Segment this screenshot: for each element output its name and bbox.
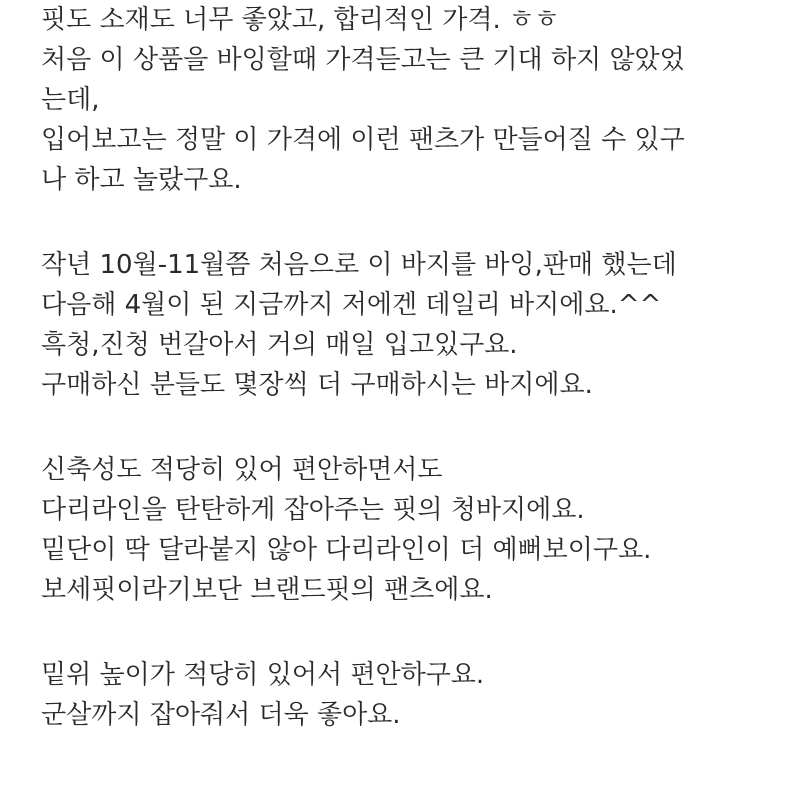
review-line-13: 다리라인을 탄탄하게 잡아주는 핏의 청바지에요.	[41, 495, 585, 525]
review-line-17: 밑위 높이가 적당히 있어서 편안하구요.	[41, 660, 485, 690]
review-line-3: 는데,	[41, 85, 100, 115]
paragraph-spacer	[41, 200, 781, 245]
review-line-14: 밑단이 딱 달라붙지 않아 다리라인이 더 예뻐보이구요.	[41, 535, 652, 565]
review-line-18: 군살까지 잡아줘서 더욱 좋아요.	[41, 700, 401, 730]
review-line-2: 처음 이 상품을 바잉할때 가격듣고는 큰 기대 하지 않았었	[41, 45, 685, 75]
review-text	[41, 0, 781, 735]
review-line-7: 작년 10월-11월쯤 처음으로 이 바지를 바잉,판매 했는데	[41, 250, 677, 280]
review-line-10: 구매하신 분들도 몇장씩 더 구매하시는 바지에요.	[41, 370, 593, 400]
paragraph-spacer	[41, 610, 781, 655]
review-line-9: 흑청,진청 번갈아서 거의 매일 입고있구요.	[41, 330, 518, 360]
review-line-8: 다음해 4월이 된 지금까지 저에겐 데일리 바지에요.^^	[41, 290, 662, 320]
review-line-1: 핏도 소재도 너무 좋았고, 합리적인 가격. ㅎㅎ	[41, 5, 560, 35]
review-line-5: 나 하고 놀랐구요.	[41, 165, 242, 195]
review-line-4: 입어보고는 정말 이 가격에 이런 팬츠가 만들어질 수 있구	[41, 125, 685, 155]
review-line-15: 보세핏이라기보단 브랜드핏의 팬츠에요.	[41, 575, 493, 605]
review-line-12: 신축성도 적당히 있어 편안하면서도	[41, 455, 443, 485]
paragraph-spacer	[41, 405, 781, 450]
